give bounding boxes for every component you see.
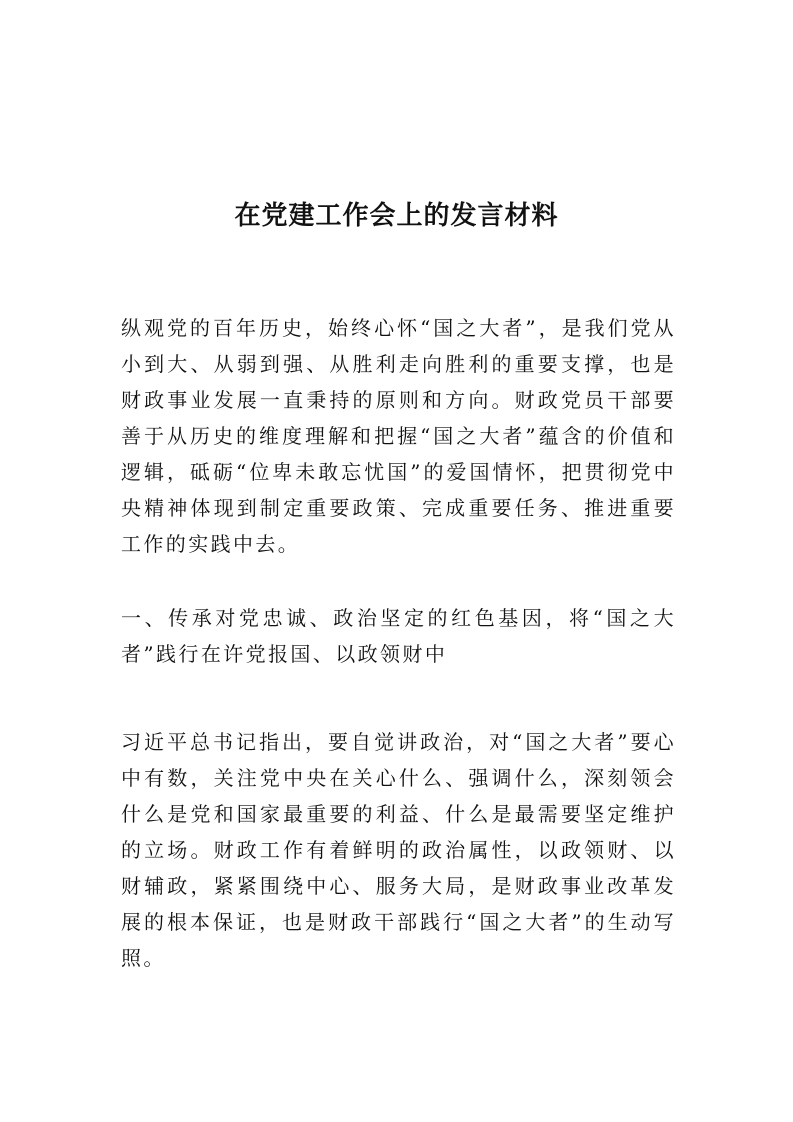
document-title: 在党建工作会上的发言材料 [234,201,559,231]
section-paragraph-1: 习近平总书记指出，要自觉讲政治，对“国之大者”要心中有数，关注党中央在关心什么、强调什么，深刻领会什么是党和国家最重要的利益、什么是最需要坚定维护的立场。财政工作有着鲜明的政治属性，以政领财、以财辅政，紧紧围绕中心、服务大局，是财政事业改革发展的根本保证，也是财政干部践行“国之大者”的生动写照。 [121,730,676,970]
intro-paragraph: 纵观党的百年历史，始终心怀“国之大者”，是我们党从小到大、从弱到强、从胜利走向胜利的重要支撑，也是财政事业发展一直秉持的原则和方向。财政党员干部要善于从历史的维度理解和把握“国之大者”蕴含的价值和逻辑，砥砺“位卑未敢忘忧国”的爱国情怀，把贯彻党中央精神体现到制定重要政策、完成重要任务、推进重要工作的实践中去。 [121,316,676,556]
section-heading-1: 一、传承对党忠诚、政治坚定的红色基因，将“国之大者”践行在许党报国、以政领财中 [121,606,676,666]
